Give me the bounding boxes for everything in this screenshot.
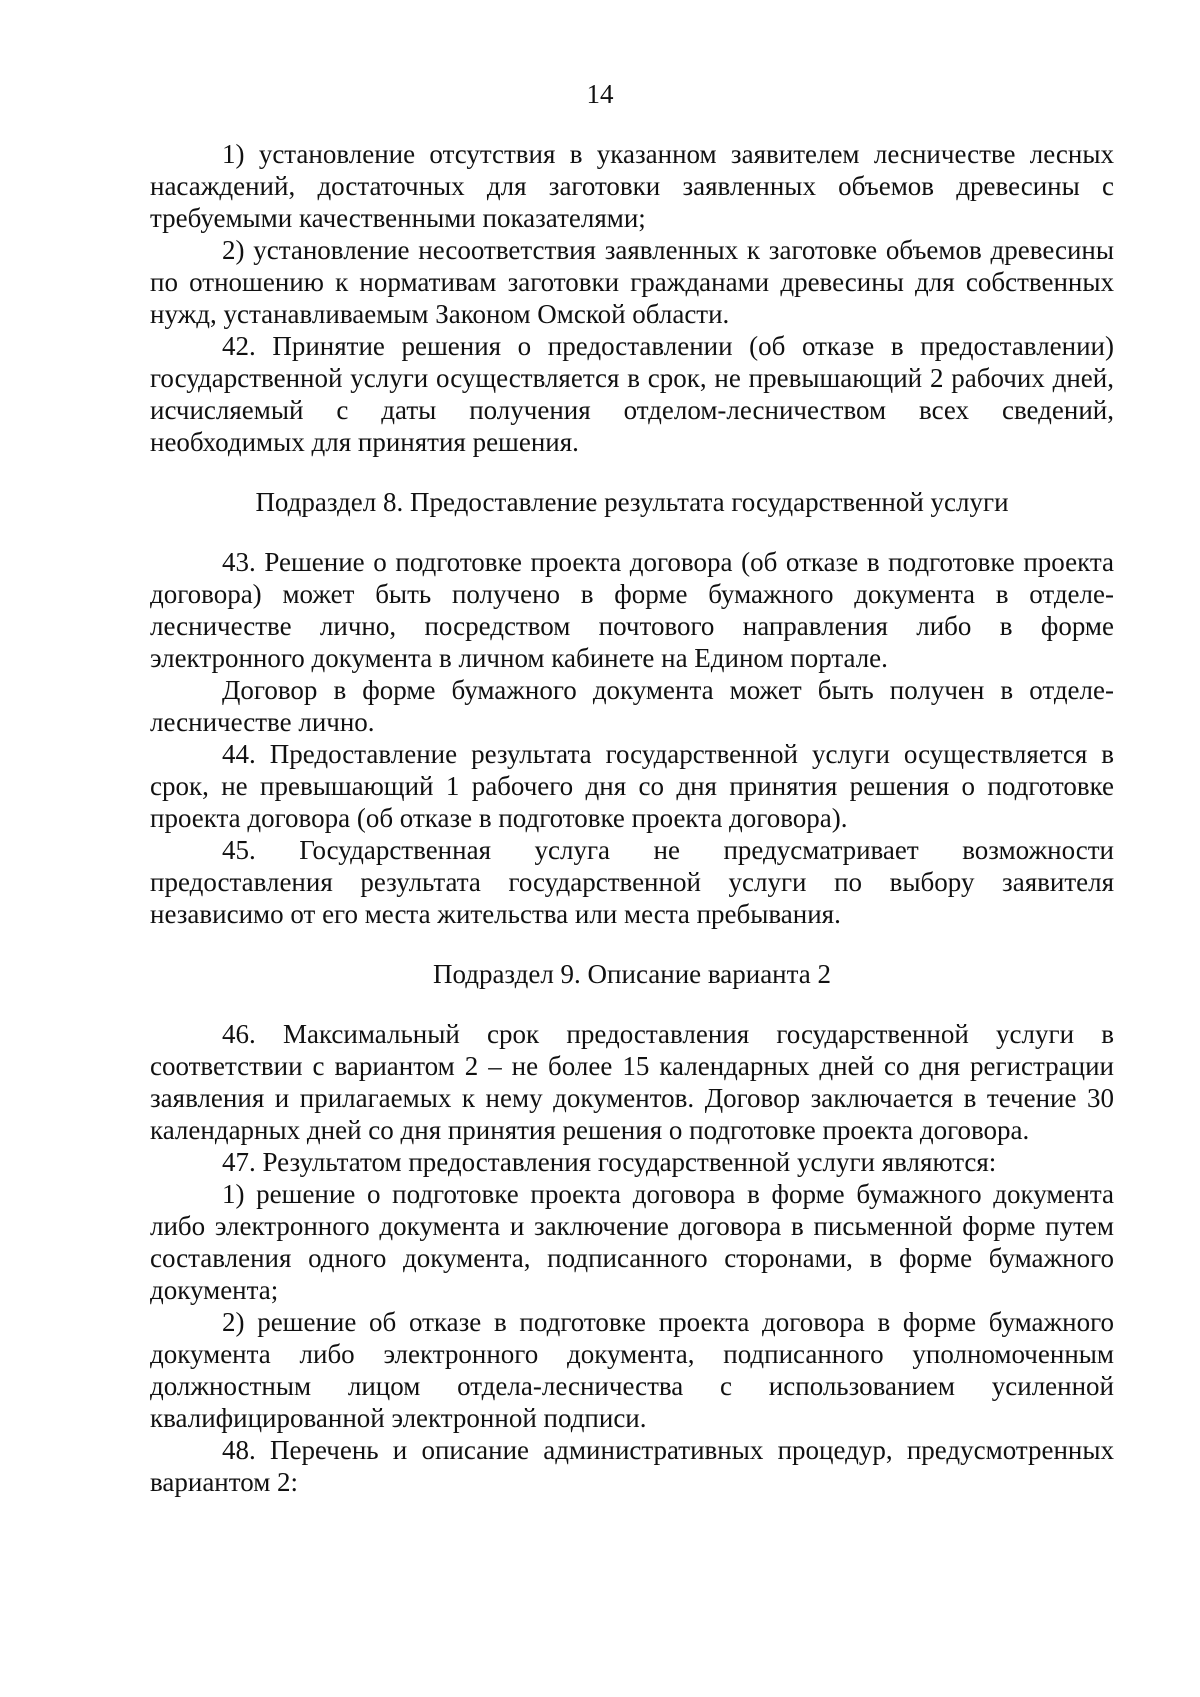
- paragraph-44: 44. Предоставление результата государственной услуги осуществляется в срок, не превышающий 1 рабочего дня со дня принятия решения о подготовке проекта договора (об отказе в подготовке проекта договора).: [150, 739, 1114, 833]
- paragraph-47-item-1: 1) решение о подготовке проекта договора в форме бумажного документа либо электронного документа и заключение договора в письменной форме путем составления одного документа, подписанного сторонами, в форме бумажного документа;: [150, 1179, 1114, 1305]
- paragraph-42: 42. Принятие решения о предоставлении (об отказе в предоставлении) государственной услуги осуществляется в срок, не превышающий 2 рабочих дней, исчисляемый с даты получения отделом-лесничеством всех сведений, необходимых для принятия решения.: [150, 331, 1114, 457]
- paragraph-43-contract: Договор в форме бумажного документа может быть получен в отделе-лесничестве лично.: [150, 675, 1114, 737]
- paragraph-48: 48. Перечень и описание административных процедур, предусмотренных вариантом 2:: [150, 1435, 1114, 1497]
- paragraph-47-item-2: 2) решение об отказе в подготовке проекта договора в форме бумажного документа либо электронного документа, подписанного уполномоченным должностным лицом отдела-лесничества с использованием усиленной квалифицированной электронной подписи.: [150, 1307, 1114, 1433]
- paragraph-46: 46. Максимальный срок предоставления государственной услуги в соответствии с вариантом 2 – не более 15 календарных дней со дня регистрации заявления и прилагаемых к нему документов. Договор заключается в течение 30 календарных дней со дня принятия решения о подготовке проекта договора.: [150, 1019, 1114, 1145]
- section-heading-9: Подраздел 9. Описание варианта 2: [432, 959, 831, 989]
- paragraph-item-2: 2) установление несоответствия заявленных к заготовке объемов древесины по отношению к нормативам заготовки гражданами древесины для собственных нужд, устанавливаемым Законом Омской области.: [150, 235, 1114, 329]
- paragraph-45: 45. Государственная услуга не предусматривает возможности предоставления результата государственной услуги по выбору заявителя независимо от его места жительства или места пребывания.: [150, 835, 1114, 929]
- page-number: 14: [586, 79, 614, 109]
- document-body: [150, 138, 1114, 1498]
- section-heading-8: Подраздел 8. Предоставление результата государственной услуги: [255, 487, 1009, 517]
- paragraph-47: 47. Результатом предоставления государственной услуги являются:: [222, 1147, 997, 1177]
- paragraph-43: 43. Решение о подготовке проекта договора (об отказе в подготовке проекта договора) может быть получено в форме бумажного документа в отделе-лесничестве лично, посредством почтового направления либо в форме электронного документа в личном кабинете на Едином портале.: [150, 547, 1114, 673]
- paragraph-item-1: 1) установление отсутствия в указанном заявителем лесничестве лесных насаждений, достаточных для заготовки заявленных объемов древесины с требуемыми качественными показателями;: [150, 139, 1114, 233]
